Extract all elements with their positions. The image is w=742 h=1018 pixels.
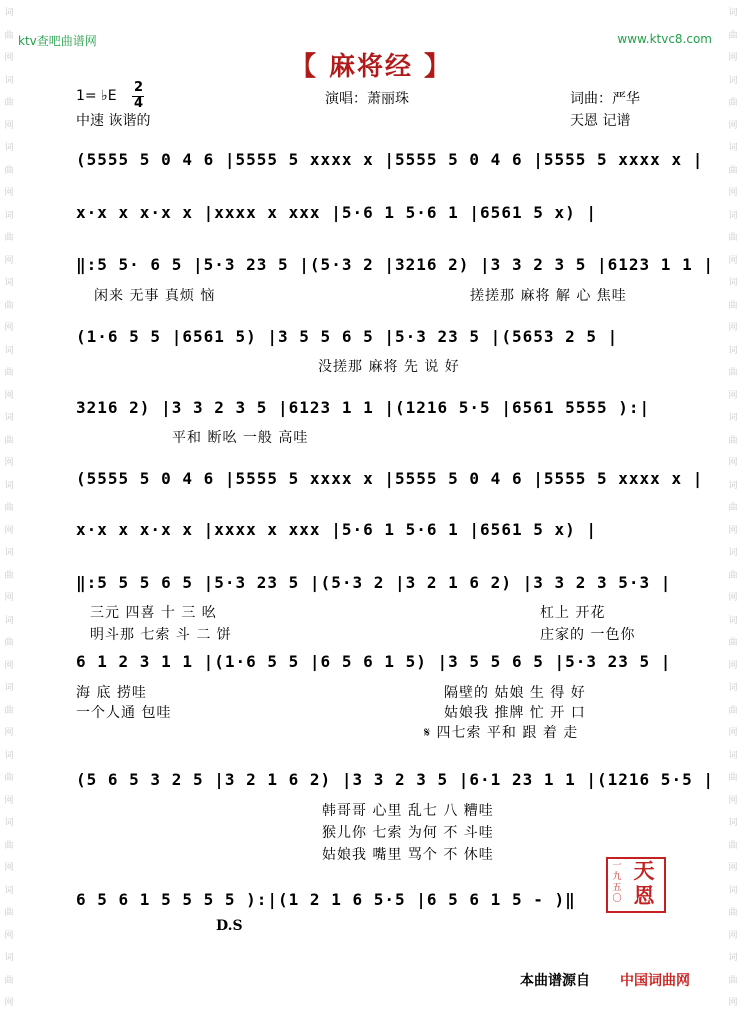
watermark-char: 曲: [728, 368, 738, 378]
watermark-char: 曲: [4, 570, 14, 581]
song-title: 【 麻将经 】: [289, 52, 453, 82]
lyric-line-3b: 搓搓那 麻将 解 心 焦哇: [470, 288, 627, 304]
watermark-char: 曲: [4, 975, 14, 986]
watermark-char: 词: [728, 615, 738, 626]
watermark-char: 网: [728, 795, 738, 806]
lyric-line-4: 没搓那 麻将 先 说 好: [318, 359, 460, 375]
watermark-char: 网: [4, 525, 14, 536]
watermark-char: 词: [728, 278, 738, 288]
watermark-char: 网: [728, 188, 738, 198]
watermark-char: 词: [4, 683, 14, 693]
watermark-char: 曲: [4, 98, 14, 108]
watermark-char: 曲: [728, 840, 738, 851]
dal-segno-mark: D.S: [216, 918, 243, 934]
watermark-char: 曲: [728, 98, 738, 108]
seal-stamp-side: 一九五〇: [612, 861, 622, 904]
score-line-5: 3216 2) |3 3 2 3 5 |6123 1 1 |(1216 5·5 |6561 5555 ):|: [76, 398, 651, 417]
watermark-char: 词: [4, 885, 14, 896]
watermark-char: 词: [4, 750, 14, 761]
lyric-line-5: 平和 断吆 一般 高哇: [172, 430, 309, 446]
watermark-char: 曲: [4, 30, 14, 41]
watermark-char: 曲: [728, 30, 738, 41]
watermark-char: 词: [728, 8, 738, 18]
watermark-char: 词: [728, 480, 738, 491]
score-line-2: x·x x x·x x |xxxx x xxx |5·6 1 5·6 1 |6561 5 x) |: [76, 203, 598, 222]
lyric-line-10a: 韩哥哥 心里 乱七 八 糟哇: [322, 803, 494, 819]
watermark-char: 网: [728, 255, 738, 266]
watermark-char: 词: [4, 548, 14, 558]
watermark-char: 词: [4, 8, 14, 18]
score-line-6: (5555 5 0 4 6 |5555 5 xxxx x |5555 5 0 4 6 |5555 5 xxxx x |: [76, 469, 704, 488]
watermark-char: 曲: [728, 638, 738, 648]
watermark-char: 曲: [4, 435, 14, 446]
transcriber: 天恩 记谱: [570, 113, 631, 129]
seal-stamp-main: 天恩: [633, 859, 655, 908]
watermark-char: 词: [728, 210, 738, 221]
watermark-char: 曲: [728, 165, 738, 176]
watermark-char: 曲: [728, 975, 738, 986]
watermark-char: 网: [728, 323, 738, 333]
tempo-marking: 中速 诙谐的: [76, 113, 151, 129]
lyric-line-10c: 姑娘我 嘴里 骂个 不 休哇: [322, 847, 494, 863]
watermark-char: 网: [4, 255, 14, 266]
watermark-char: 网: [4, 188, 14, 198]
lyric-line-9b: 一个人通 包哇: [76, 705, 172, 721]
watermark-char: 曲: [728, 300, 738, 311]
lyric-line-9c: 𝄋 四七索 平和 跟 着 走: [424, 725, 579, 741]
watermark-char: 曲: [4, 638, 14, 648]
watermark-char: 网: [4, 323, 14, 333]
source-label: 本曲谱源自: [520, 973, 590, 989]
watermark-char: 网: [4, 593, 14, 603]
watermark-char: 词: [4, 818, 14, 828]
time-sig-bottom: 4: [134, 96, 144, 111]
watermark-char: 曲: [4, 300, 14, 311]
watermark-char: 网: [728, 998, 738, 1008]
watermark-char: 网: [728, 930, 738, 941]
watermark-char: 网: [728, 728, 738, 738]
lyric-line-8a2: 杠上 开花: [540, 605, 606, 621]
watermark-char: 词: [4, 413, 14, 423]
composer: 词曲：严华: [570, 91, 640, 107]
watermark-char: 曲: [728, 435, 738, 446]
watermark-char: 词: [728, 413, 738, 423]
watermark-char: 曲: [4, 908, 14, 918]
lyric-line-8a: 三元 四喜 十 三 吆: [90, 605, 217, 621]
watermark-char: 曲: [4, 165, 14, 176]
watermark-char: 词: [4, 143, 14, 153]
score-line-4: (1·6 5 5 |6561 5) |3 5 5 6 5 |5·3 23 5 |(5653 2 5 |: [76, 327, 619, 346]
lyric-line-9a: 海 底 捞哇: [76, 685, 147, 701]
score-line-3: ‖:5 5· 6 5 |5·3 23 5 |(5·3 2 |3216 2) |3 3 2 3 5 |6123 1 1 |: [76, 255, 714, 274]
watermark-char: 曲: [4, 233, 14, 243]
score-line-1: (5555 5 0 4 6 |5555 5 xxxx x |5555 5 0 4 6 |5555 5 xxxx x |: [76, 150, 704, 169]
watermark-char: 网: [728, 525, 738, 536]
watermark-char: 网: [4, 120, 14, 131]
watermark-char: 曲: [728, 705, 738, 716]
watermark-char: 词: [728, 953, 738, 963]
watermark-char: 网: [728, 863, 738, 873]
key-signature: 1= ♭E: [76, 88, 117, 104]
singer: 演唱：萧丽珠: [325, 91, 409, 107]
watermark-char: 网: [4, 930, 14, 941]
watermark-char: 网: [728, 593, 738, 603]
watermark-char: 曲: [4, 368, 14, 378]
watermark-char: 词: [4, 75, 14, 86]
watermark-char: 网: [4, 53, 14, 63]
watermark-char: 网: [4, 728, 14, 738]
watermark-char: 词: [4, 953, 14, 963]
seal-stamp: [606, 857, 666, 913]
watermark-char: 词: [728, 548, 738, 558]
watermark-char: 词: [728, 143, 738, 153]
lyric-line-3a: 闲来 无事 真烦 恼: [94, 288, 216, 304]
watermark-char: 词: [4, 480, 14, 491]
watermark-char: 词: [728, 750, 738, 761]
watermark-char: 曲: [728, 503, 738, 513]
left-watermark-strip: [0, 0, 18, 1018]
lyric-line-8b2: 庄家的 一色你: [540, 627, 636, 643]
watermark-char: 网: [4, 795, 14, 806]
watermark-char: 词: [728, 885, 738, 896]
watermark-char: 网: [728, 390, 738, 401]
watermark-char: 曲: [728, 908, 738, 918]
score-line-7: x·x x x·x x |xxxx x xxx |5·6 1 5·6 1 |6561 5 x) |: [76, 520, 598, 539]
watermark-char: 网: [728, 120, 738, 131]
source-brand[interactable]: 中国词曲网: [620, 973, 690, 989]
watermark-char: 网: [728, 458, 738, 468]
score-line-9: 6 1 2 3 1 1 |(1·6 5 5 |6 5 6 1 5) |3 5 5 6 5 |5·3 23 5 |: [76, 652, 672, 671]
watermark-char: 曲: [4, 840, 14, 851]
score-line-10: (5 6 5 3 2 5 |3 2 1 6 2) |3 3 2 3 5 |6·1 23 1 1 |(1216 5·5 |: [76, 770, 714, 789]
watermark-char: 词: [728, 683, 738, 693]
site-url-right[interactable]: www.ktvc8.com: [617, 32, 712, 46]
watermark-char: 词: [4, 345, 14, 356]
watermark-char: 网: [728, 660, 738, 671]
lyric-line-9b2: 姑娘我 推牌 忙 开 口: [444, 705, 586, 721]
watermark-char: 词: [728, 345, 738, 356]
score-line-8: ‖:5 5 5 6 5 |5·3 23 5 |(5·3 2 |3 2 1 6 2) |3 3 2 3 5·3 |: [76, 573, 672, 592]
watermark-char: 曲: [4, 503, 14, 513]
time-sig-top: 2: [134, 80, 144, 95]
watermark-char: 曲: [4, 705, 14, 716]
lyric-line-8b: 明斗那 七索 斗 二 饼: [90, 627, 232, 643]
watermark-char: 曲: [4, 773, 14, 783]
watermark-char: 词: [728, 75, 738, 86]
lyric-line-10b: 猴儿你 七索 为何 不 斗哇: [322, 825, 494, 841]
watermark-char: 网: [4, 660, 14, 671]
watermark-char: 曲: [728, 773, 738, 783]
watermark-char: 网: [4, 458, 14, 468]
watermark-char: 词: [4, 615, 14, 626]
watermark-char: 词: [4, 210, 14, 221]
watermark-char: 网: [4, 863, 14, 873]
site-name-left[interactable]: ktv查吧曲谱网: [18, 34, 97, 48]
watermark-char: 词: [728, 818, 738, 828]
score-line-11: 6 5 6 1 5 5 5 5 ):|(1 2 1 6 5·5 |6 5 6 1 5 - )‖: [76, 890, 576, 909]
watermark-char: 曲: [728, 570, 738, 581]
watermark-char: 词: [4, 278, 14, 288]
watermark-char: 网: [4, 390, 14, 401]
watermark-char: 曲: [728, 233, 738, 243]
right-watermark-strip: [724, 0, 742, 1018]
lyric-line-9a2: 隔壁的 姑娘 生 得 好: [444, 685, 586, 701]
watermark-char: 网: [4, 998, 14, 1008]
watermark-char: 网: [728, 53, 738, 63]
